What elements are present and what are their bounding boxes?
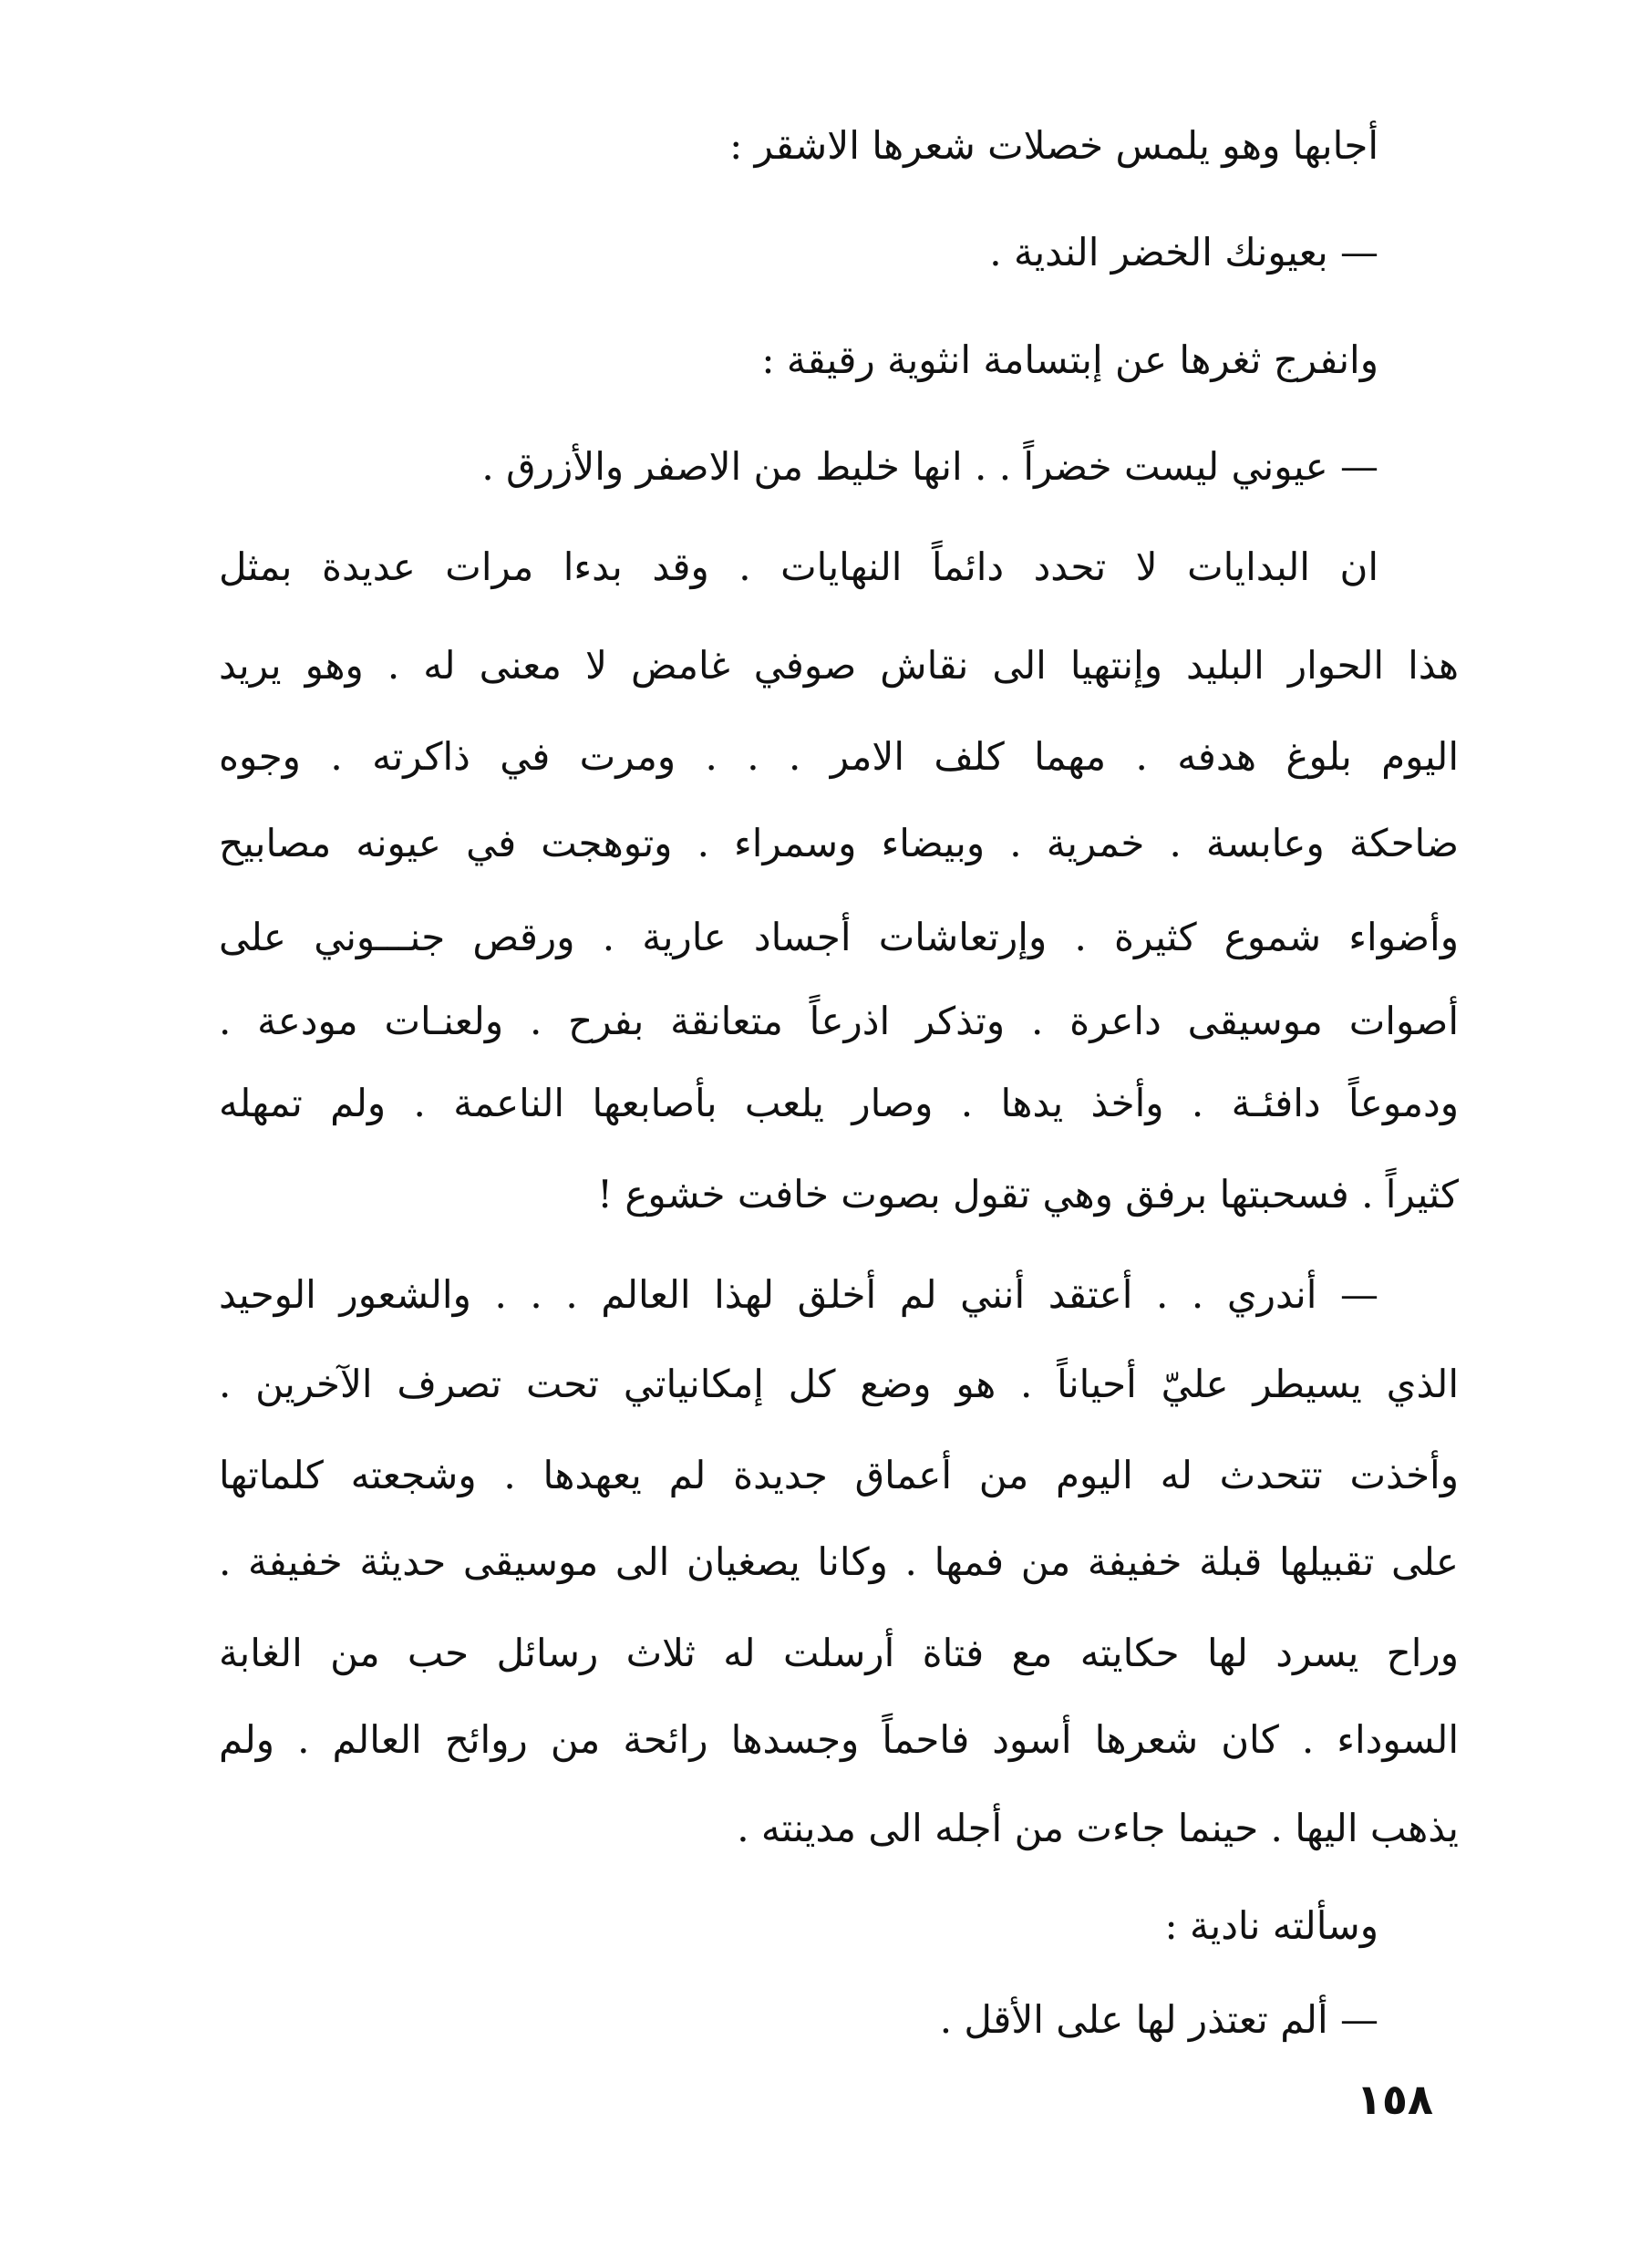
text-line-4: — عيوني ليست خضراً . . انها خليط من الاصفر والأزرق . <box>481 444 1378 489</box>
text-line-11: ودموعاً دافئـة . وأخذ يدها . وصار يلعب بأصابعها الناعمة . ولم تمهله <box>219 1081 1459 1125</box>
text-line-3: وانفرج ثغرها عن إبتسامة انثوية رقيقة : <box>761 337 1378 382</box>
text-line-8: ضاحكة وعابسة . خمرية . وبيضاء وسمراء . وتوهجت في عيونه مصابيح <box>219 821 1459 865</box>
text-line-5: ان البدايات لا تحدد دائماً النهايات . وقد بدءا مرات عديدة بمثل <box>219 544 1378 589</box>
page-number: ١٥٨ <box>1356 2075 1433 2124</box>
text-line-1: أجابها وهو يلمس خصلات شعرها الاشقر : <box>729 123 1378 168</box>
text-line-21: — ألم تعتذر لها على الأقل . <box>939 1997 1378 2042</box>
text-line-16: على تقبيلها قبلة خفيفة من فمها . وكانا يصغيان الى موسيقى حديثة خفيفة . <box>219 1539 1459 1584</box>
text-line-13: — أندري . . أعتقد أنني لم أخلق لهذا العالم . . . والشعور الوحيد <box>219 1272 1378 1317</box>
text-line-14: الذي يسيطر عليّ أحياناً . هو وضع كل إمكانياتي تحت تصرف الآخرين . <box>219 1362 1459 1406</box>
text-line-7: اليوم بلوغ هدفه . مهما كلف الامر . . . ومرت في ذاكرته . وجوه <box>219 734 1459 779</box>
text-line-6: هذا الحوار البليد وإنتهيا الى نقاش صوفي غامض لا معنى له . وهو يريد <box>219 643 1459 688</box>
text-line-20: وسألته نادية : <box>1164 1903 1378 1948</box>
text-line-12: كثيراً . فسحبتها برفق وهي تقول بصوت خافت خشوع ! <box>597 1172 1459 1217</box>
text-line-19: يذهب اليها . حينما جاءت من أجله الى مدينته . <box>737 1806 1459 1850</box>
text-line-9: وأضواء شموع كثيرة . وإرتعاشات أجساد عارية . ورقص جنـــوني على <box>219 915 1459 959</box>
text-line-17: وراح يسرد لها حكايته مع فتاة أرسلت له ثلاث رسائل حب من الغابة <box>219 1631 1459 1675</box>
text-line-18: السوداء . كان شعرها أسود فاحماً وجسدها رائحة من روائح العالم . ولم <box>219 1717 1459 1762</box>
text-line-15: وأخذت تتحدث له اليوم من أعماق جديدة لم يعهدها . وشجعته كلماتها <box>219 1453 1459 1497</box>
text-line-10: أصوات موسيقى داعرة . وتذكر اذرعاً متعانقة بفرح . ولعنـات مودعة . <box>219 999 1459 1043</box>
text-line-2: — بعيونك الخضر الندية . <box>989 230 1378 274</box>
